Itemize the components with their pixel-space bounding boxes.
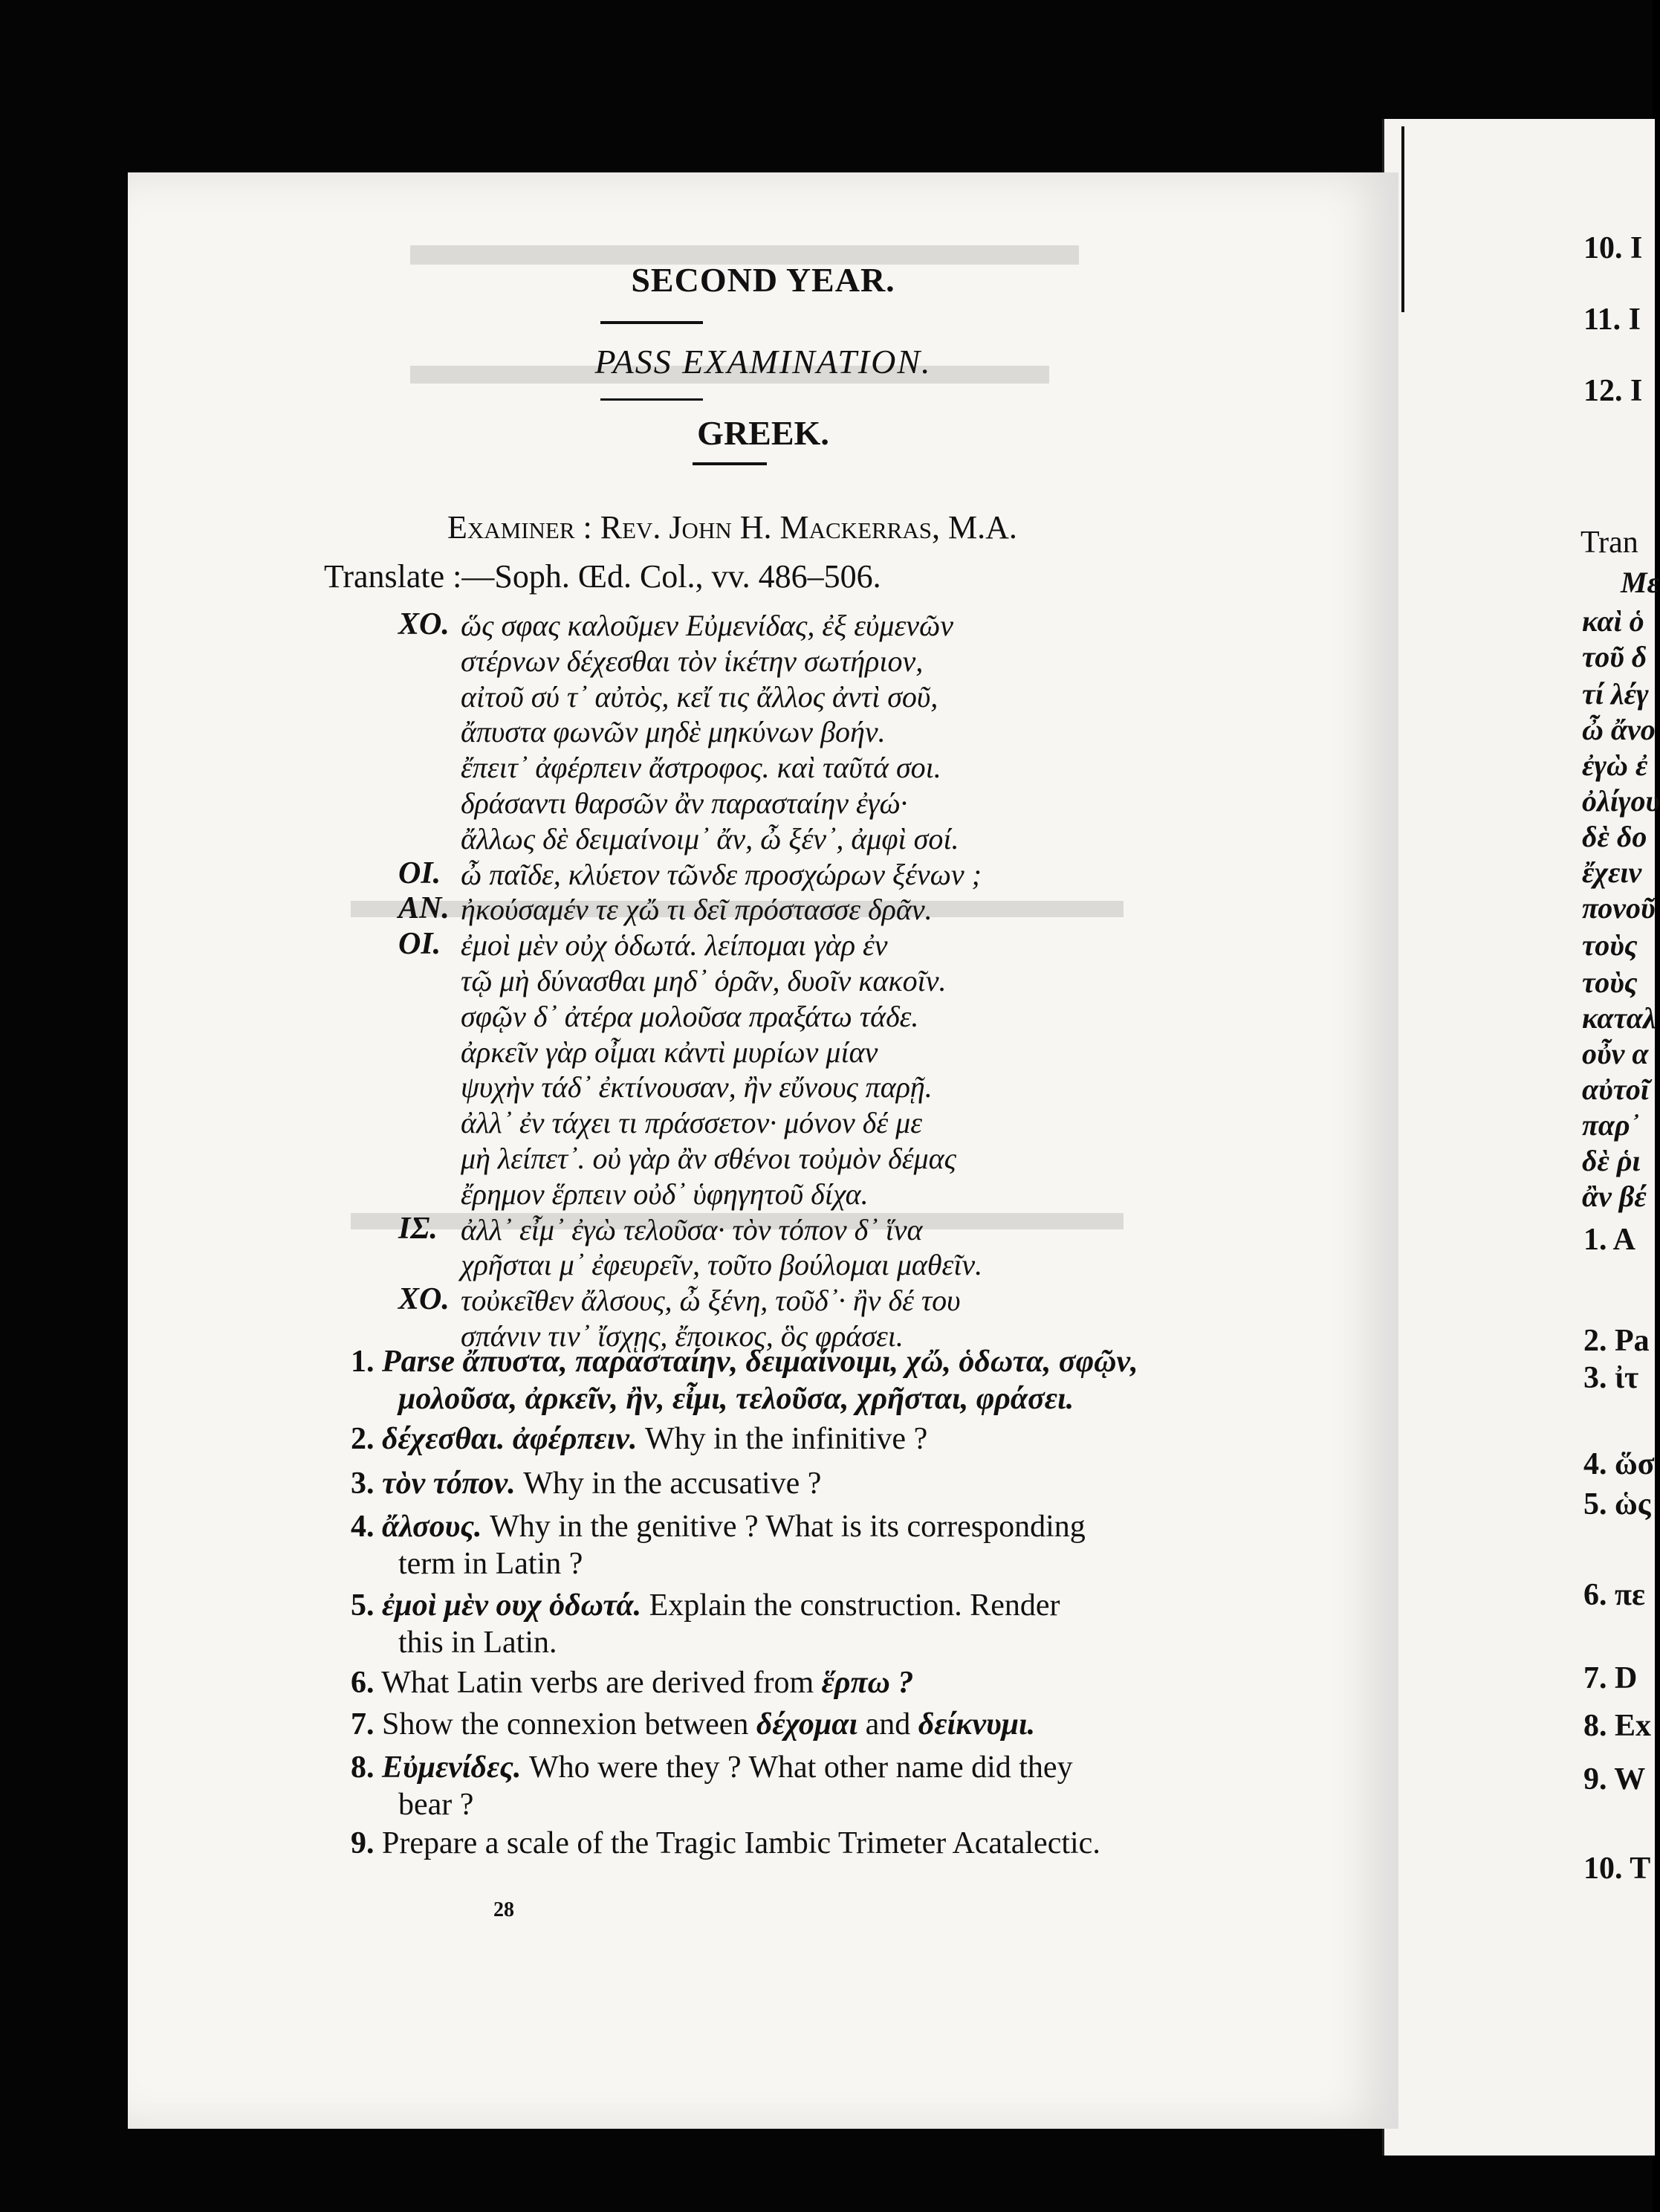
question-number: 3. (351, 1466, 375, 1501)
greek-verse-line: τῷ μὴ δύνασθαι μηδ᾽ ὁρᾶν, δυοῖν κακοῖν. (461, 964, 947, 997)
greek-verse-line: ἐμοὶ μὲν οὐχ ὁδωτά. λείπομαι γὰρ ἐν (461, 928, 888, 963)
greek-verse-line: ἔρημον ἕρπειν οὐδ᾽ ὑφηγητοῦ δίχα. (461, 1177, 869, 1211)
speaker-label: ΟΙ. (398, 856, 441, 890)
speaker-label: ΟΙ. (398, 927, 441, 962)
section-heading: SECOND YEAR. (631, 261, 895, 299)
greek-verse-line: αἰτοῦ σύ τ᾽ αὐτὸς, κεἴ τις ἄλλος ἀντὶ σοῦ, (461, 679, 938, 714)
right-line: δὲ δο (1582, 820, 1647, 853)
right-line: τί λέγ (1582, 677, 1649, 711)
greek-verse-line: ἠκούσαμέν τε χὤ τι δεῖ πρόστασσε δρᾶν. (461, 893, 933, 927)
question-text: bear ? (398, 1788, 474, 1822)
right-line: δὲ ῥι (1582, 1144, 1641, 1177)
greek-verse-line: ἀρκεῖν γὰρ οἶμαι κἀντὶ μυρίων μίαν (461, 1035, 878, 1069)
greek-verse-line: ἀλλ᾽ εἶμ᾽ ἐγὼ τελοῦσα· τὸν τόπον δ᾽ ἵνα (461, 1212, 923, 1246)
question-number: 8. (351, 1750, 375, 1785)
greek-verse-line: μὴ λείπετ᾽. οὐ γὰρ ἂν σθένοι τοὐμὸν δέμας (461, 1142, 956, 1175)
right-line: Tran (1580, 525, 1638, 560)
question-continuation (398, 1787, 473, 1823)
divider (600, 321, 703, 324)
question-item (351, 1825, 1100, 1861)
greek-term: Εὐμενίδες. (382, 1750, 522, 1785)
right-line: 5. ὡς (1583, 1487, 1651, 1521)
examiner-name: Rev. John H. Mackerras, M.A. (600, 509, 1017, 546)
translate-instruction: Translate :—Soph. Œd. Col., vv. 486–506. (324, 558, 881, 595)
right-line: ὦ ἄνο (1582, 713, 1656, 746)
question-number: 2. (351, 1422, 375, 1456)
greek-verse-line: τοὐκεῖθεν ἄλσους, ὦ ξένη, τοῦδ᾽· ἢν δέ του (461, 1284, 961, 1318)
right-line: ὀλίγου (1582, 784, 1660, 818)
right-line: ἂν βέ (1582, 1180, 1647, 1213)
question-text: Who were they ? What other name did they (528, 1750, 1073, 1785)
right-line: αὐτοῖ (1582, 1073, 1650, 1106)
greek-verse-line: ὥς σφας καλοῦμεν Εὐμενίδας, ἐξ εὐμενῶν (461, 609, 953, 642)
greek-term: ἕρπω ? (821, 1666, 914, 1700)
page-number: 28 (493, 1898, 514, 1921)
question-number: 1. (351, 1345, 375, 1379)
question-text: Why in the accusative ? (523, 1466, 822, 1501)
question-text: Prepare a scale of the Tragic Iambic Trimeter Acatalectic. (382, 1826, 1100, 1860)
greek-verse-line: ἄπυστα φωνῶν μηδὲ μηκύνων βοήν. (461, 715, 886, 749)
right-line: 10. I (1583, 231, 1643, 265)
question-item (351, 1665, 913, 1701)
divider (600, 398, 703, 401)
right-line: 7. D (1583, 1661, 1638, 1695)
question-text: Explain the construction. Render (649, 1588, 1060, 1623)
right-line: ἐγὼ ἐ (1582, 748, 1648, 782)
speaker-label: ΧΟ. (398, 607, 450, 641)
left-page (128, 172, 1398, 2129)
right-line: Με (1621, 566, 1659, 599)
question-number: 5. (351, 1588, 375, 1623)
right-page (1382, 119, 1660, 2156)
greek-term: μολοῦσα, ἀρκεῖν, ἢν, εἶμι, τελοῦσα, χρῆσται, φράσει. (398, 1382, 1074, 1416)
question-number: 6. (351, 1666, 375, 1700)
right-line: τοῦ δ (1582, 640, 1647, 673)
question-text: term in Latin ? (398, 1547, 583, 1581)
question-continuation (398, 1546, 583, 1582)
right-line: παρ᾽ (1582, 1108, 1640, 1142)
greek-verse-line: ἄλλως δὲ δειμαίνοιμ᾽ ἄν, ὦ ξέν᾽, ἀμφὶ σοί. (461, 821, 959, 856)
divider (693, 462, 767, 465)
greek-verse-line: ἔπειτ᾽ ἀφέρπειν ἄστροφος. καὶ ταῦτά σοι. (461, 751, 941, 785)
right-line: τοὺς (1582, 928, 1638, 962)
question-item (351, 1466, 821, 1501)
question-continuation (398, 1381, 1074, 1417)
speaker-label: ΑΝ. (398, 891, 450, 926)
right-line: ἔχειν (1582, 856, 1642, 889)
right-line: 2. Pa (1583, 1324, 1650, 1358)
greek-term: δείκνυμι. (918, 1707, 1036, 1742)
examiner-label: Examiner : (447, 509, 592, 546)
question-number: 9. (351, 1826, 375, 1860)
question-number: 4. (351, 1510, 375, 1544)
question-item (351, 1421, 927, 1457)
question-item (351, 1344, 1138, 1380)
greek-term: Parse ἄπυστα, παρασταίην, δειμαίνοιμι, χὤ, ὁδωτα, σφῷν, (382, 1345, 1138, 1379)
right-line: 10. T (1583, 1852, 1651, 1886)
question-text: Why in the infinitive ? (644, 1422, 928, 1456)
question-item (351, 1588, 1060, 1623)
question-text: and (865, 1707, 911, 1742)
right-line: πονοῦ (1582, 891, 1656, 925)
examiner-line (447, 508, 1017, 546)
question-text: Why in the genitive ? What is its corresponding (490, 1510, 1086, 1544)
question-item (351, 1750, 1073, 1785)
right-line: οὖν α (1582, 1037, 1649, 1070)
greek-verse-line: σπάνιν τιν᾽ ἴσχῃς, ἔποικος, ὃς φράσει. (461, 1319, 904, 1353)
greek-term: τὸν τόπον. (382, 1466, 516, 1501)
right-line: 9. W (1583, 1762, 1646, 1797)
greek-term: ἐμοὶ μὲν ουχ ὁδωτά. (382, 1588, 642, 1623)
greek-verse-line: ὦ παῖδε, κλύετον τῶνδε προσχώρων ξένων ; (461, 857, 982, 891)
page-gutter-line (1401, 126, 1404, 312)
right-line: 3. ἰτ (1583, 1361, 1639, 1395)
right-line: 4. ὥσ (1583, 1447, 1655, 1481)
question-item (351, 1509, 1086, 1545)
question-text: Show the connexion between (382, 1707, 749, 1742)
greek-term: δέχομαι (756, 1707, 858, 1742)
greek-verse-line: χρῆσται μ᾽ ἐφευρεῖν, τοῦτο βούλομαι μαθεῖν. (461, 1248, 983, 1282)
speaker-label: ΙΣ. (398, 1211, 438, 1246)
right-line: 8. Ex (1583, 1709, 1652, 1743)
subject-heading: GREEK. (697, 414, 829, 452)
speaker-label: ΧΟ. (398, 1282, 450, 1317)
right-line: τοὺς (1582, 966, 1638, 999)
right-line: 1. A (1583, 1223, 1636, 1257)
greek-term: δέχεσθαι. ἀφέρπειν. (382, 1422, 638, 1456)
right-line: 6. πε (1583, 1578, 1645, 1612)
exam-heading: PASS EXAMINATION. (594, 343, 932, 381)
question-continuation (398, 1625, 557, 1660)
greek-verse-line: ψυχὴν τάδ᾽ ἐκτίνουσαν, ἢν εὔνους παρῇ. (461, 1070, 933, 1105)
right-line: 12. I (1583, 374, 1643, 408)
right-line: καὶ ὁ (1582, 604, 1644, 638)
greek-verse-line: ἀλλ᾽ ἐν τάχει τι πράσσετον· μόνον δέ με (461, 1106, 922, 1140)
greek-verse-line: δράσαντι θαρσῶν ἂν παρασταίην ἐγώ· (461, 786, 908, 820)
right-line: 11. I (1583, 303, 1641, 337)
greek-term: ἄλσους. (382, 1510, 482, 1544)
question-item (351, 1707, 1035, 1742)
question-text: this in Latin. (398, 1626, 557, 1660)
greek-verse-line: στέρνων δέχεσθαι τὸν ἱκέτην σωτήριον, (461, 644, 924, 678)
right-line: καταλ (1582, 1001, 1656, 1035)
question-text: What Latin verbs are derived from (381, 1666, 814, 1700)
question-number: 7. (351, 1707, 375, 1742)
greek-verse-line: σφῷν δ᾽ ἀτέρα μολοῦσα πραξάτω τάδε. (461, 999, 919, 1033)
